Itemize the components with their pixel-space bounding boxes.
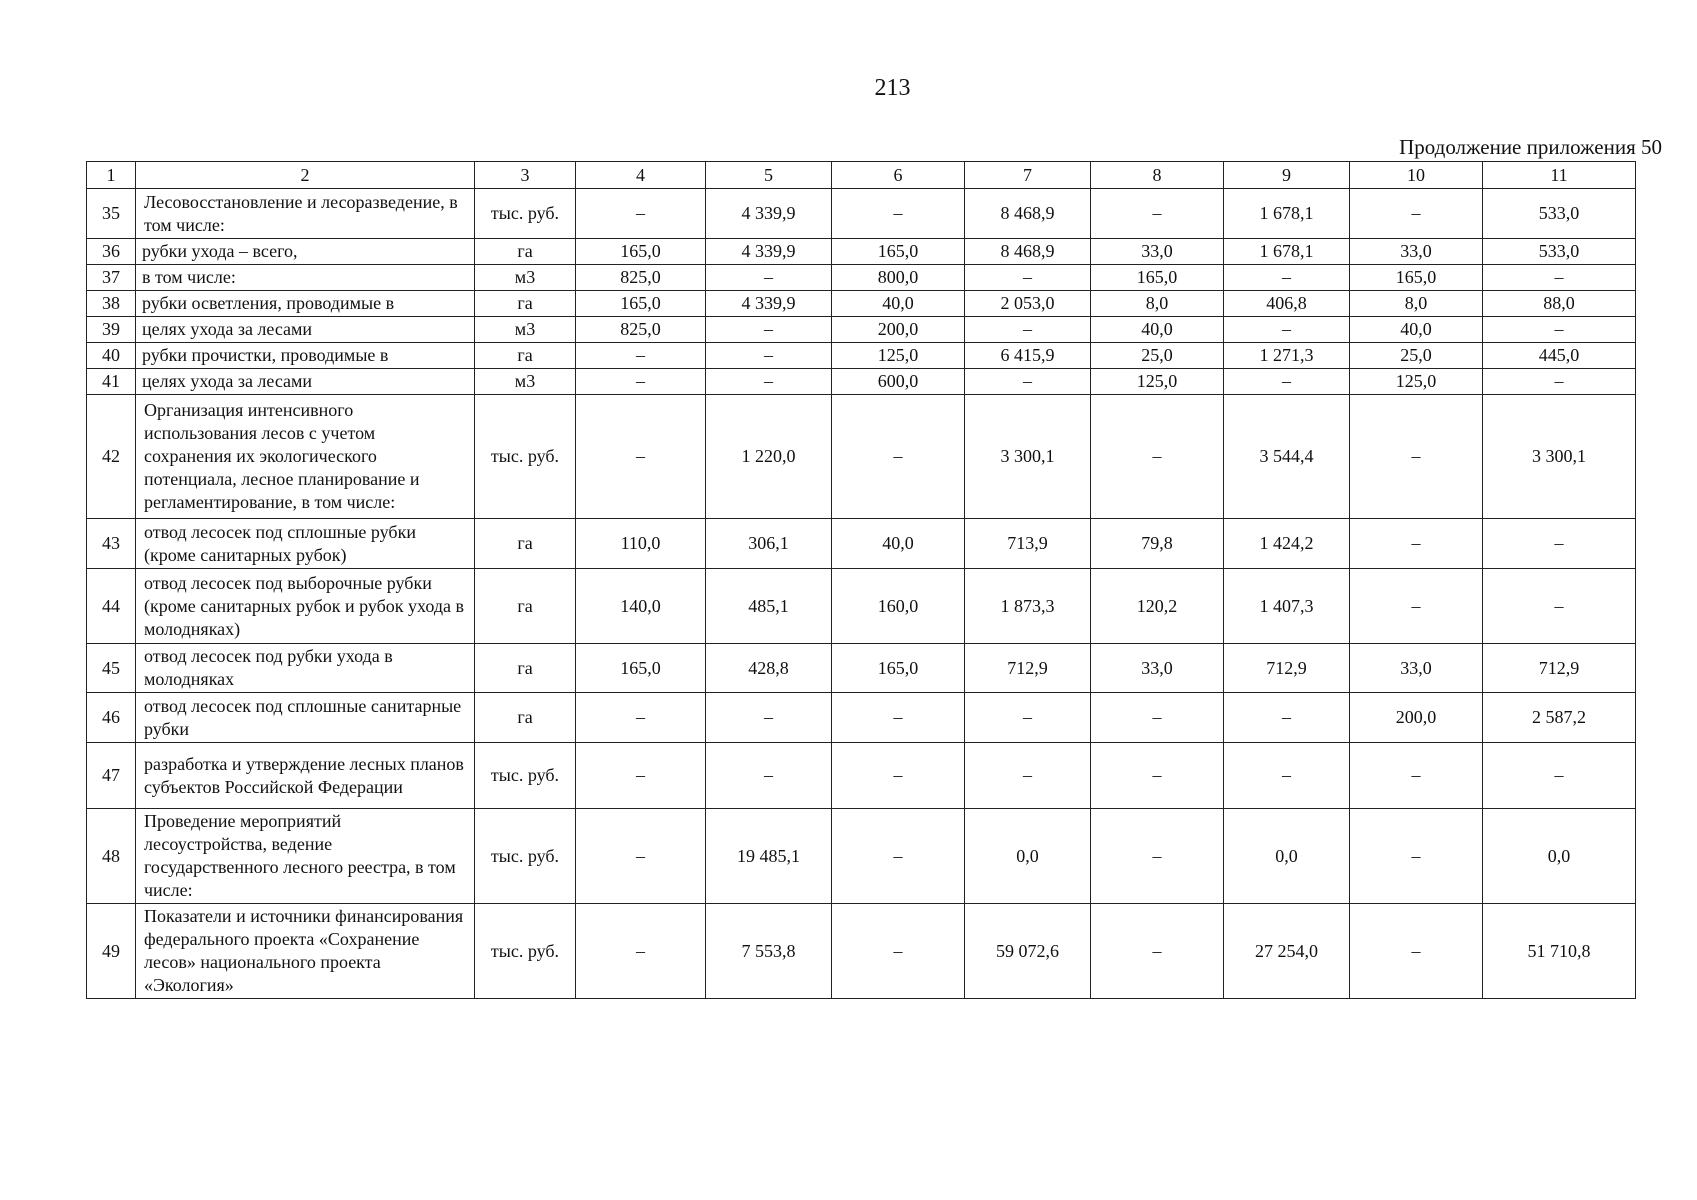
value-col-11: – bbox=[1483, 519, 1636, 569]
row-description: рубки прочистки, проводимые в bbox=[136, 343, 475, 369]
row-unit: га bbox=[475, 569, 576, 644]
value-col-4: – bbox=[576, 809, 706, 904]
value-col-11: 2 587,2 bbox=[1483, 693, 1636, 743]
value-col-11: – bbox=[1483, 265, 1636, 291]
value-col-7: 713,9 bbox=[965, 519, 1091, 569]
table-row bbox=[87, 809, 1636, 904]
row-unit: тыс. руб. bbox=[475, 743, 576, 809]
value-col-4: 165,0 bbox=[576, 239, 706, 265]
value-col-7: 6 415,9 bbox=[965, 343, 1091, 369]
column-header-1: 1 bbox=[87, 162, 136, 189]
value-col-9: 1 678,1 bbox=[1224, 239, 1350, 265]
value-col-5: 19 485,1 bbox=[706, 809, 832, 904]
value-col-6: – bbox=[832, 189, 965, 239]
value-col-6: – bbox=[832, 904, 965, 999]
row-number: 41 bbox=[87, 369, 136, 395]
row-unit: тыс. руб. bbox=[475, 395, 576, 519]
row-number: 42 bbox=[87, 395, 136, 519]
value-col-9: 712,9 bbox=[1224, 644, 1350, 693]
value-col-8: – bbox=[1091, 693, 1224, 743]
column-header-2: 2 bbox=[136, 162, 475, 189]
row-unit: м3 bbox=[475, 369, 576, 395]
column-header-11: 11 bbox=[1483, 162, 1636, 189]
row-description: рубки осветления, проводимые в bbox=[136, 291, 475, 317]
value-col-10: – bbox=[1350, 569, 1483, 644]
value-col-5: 4 339,9 bbox=[706, 291, 832, 317]
row-number: 40 bbox=[87, 343, 136, 369]
column-header-3: 3 bbox=[475, 162, 576, 189]
value-col-8: – bbox=[1091, 904, 1224, 999]
value-col-5: – bbox=[706, 369, 832, 395]
value-col-9: – bbox=[1224, 369, 1350, 395]
value-col-11: 88,0 bbox=[1483, 291, 1636, 317]
table-row bbox=[87, 291, 1636, 317]
row-description: отвод лесосек под выборочные рубки (кроме санитарных рубок и рубок ухода в молодняках) bbox=[136, 569, 475, 644]
row-unit: м3 bbox=[475, 317, 576, 343]
row-description: отвод лесосек под рубки ухода в молодняках bbox=[136, 644, 475, 693]
row-description: отвод лесосек под сплошные рубки (кроме санитарных рубок) bbox=[136, 519, 475, 569]
value-col-5: – bbox=[706, 743, 832, 809]
value-col-4: 165,0 bbox=[576, 644, 706, 693]
value-col-5: 428,8 bbox=[706, 644, 832, 693]
value-col-6: – bbox=[832, 693, 965, 743]
value-col-7: 1 873,3 bbox=[965, 569, 1091, 644]
value-col-6: 800,0 bbox=[832, 265, 965, 291]
row-unit: га bbox=[475, 693, 576, 743]
value-col-8: 25,0 bbox=[1091, 343, 1224, 369]
row-unit: тыс. руб. bbox=[475, 189, 576, 239]
value-col-10: – bbox=[1350, 904, 1483, 999]
row-unit: га bbox=[475, 343, 576, 369]
value-col-5: 485,1 bbox=[706, 569, 832, 644]
value-col-5: – bbox=[706, 317, 832, 343]
value-col-7: – bbox=[965, 369, 1091, 395]
row-description: Показатели и источники финансирования федерального проекта «Сохранение лесов» национального проекта «Экология» bbox=[136, 904, 475, 999]
value-col-9: 3 544,4 bbox=[1224, 395, 1350, 519]
value-col-9: 27 254,0 bbox=[1224, 904, 1350, 999]
value-col-7: 8 468,9 bbox=[965, 189, 1091, 239]
value-col-11: 0,0 bbox=[1483, 809, 1636, 904]
value-col-8: – bbox=[1091, 395, 1224, 519]
value-col-4: – bbox=[576, 743, 706, 809]
column-header-8: 8 bbox=[1091, 162, 1224, 189]
value-col-6: 40,0 bbox=[832, 291, 965, 317]
value-col-10: 25,0 bbox=[1350, 343, 1483, 369]
row-unit: га bbox=[475, 239, 576, 265]
table-row bbox=[87, 519, 1636, 569]
value-col-6: 200,0 bbox=[832, 317, 965, 343]
value-col-6: 160,0 bbox=[832, 569, 965, 644]
value-col-8: 125,0 bbox=[1091, 369, 1224, 395]
value-col-10: 8,0 bbox=[1350, 291, 1483, 317]
value-col-8: – bbox=[1091, 189, 1224, 239]
value-col-9: 406,8 bbox=[1224, 291, 1350, 317]
row-number: 47 bbox=[87, 743, 136, 809]
value-col-7: – bbox=[965, 265, 1091, 291]
value-col-7: – bbox=[965, 317, 1091, 343]
value-col-5: 306,1 bbox=[706, 519, 832, 569]
row-unit: м3 bbox=[475, 265, 576, 291]
value-col-6: 165,0 bbox=[832, 239, 965, 265]
row-description: рубки ухода – всего, bbox=[136, 239, 475, 265]
row-description: в том числе: bbox=[136, 265, 475, 291]
row-number: 37 bbox=[87, 265, 136, 291]
value-col-6: – bbox=[832, 743, 965, 809]
value-col-11: 51 710,8 bbox=[1483, 904, 1636, 999]
value-col-11: 445,0 bbox=[1483, 343, 1636, 369]
value-col-10: 200,0 bbox=[1350, 693, 1483, 743]
value-col-6: 600,0 bbox=[832, 369, 965, 395]
table-row bbox=[87, 343, 1636, 369]
value-col-11: 533,0 bbox=[1483, 239, 1636, 265]
value-col-11: – bbox=[1483, 317, 1636, 343]
value-col-5: 4 339,9 bbox=[706, 189, 832, 239]
value-col-9: – bbox=[1224, 693, 1350, 743]
value-col-6: 165,0 bbox=[832, 644, 965, 693]
value-col-8: 79,8 bbox=[1091, 519, 1224, 569]
value-col-6: – bbox=[832, 809, 965, 904]
value-col-8: 120,2 bbox=[1091, 569, 1224, 644]
continuation-label: Продолжение приложения 50 bbox=[1399, 135, 1662, 159]
column-header-5: 5 bbox=[706, 162, 832, 189]
value-col-4: 140,0 bbox=[576, 569, 706, 644]
column-header-10: 10 bbox=[1350, 162, 1483, 189]
row-number: 35 bbox=[87, 189, 136, 239]
value-col-9: 0,0 bbox=[1224, 809, 1350, 904]
value-col-11: 712,9 bbox=[1483, 644, 1636, 693]
value-col-7: 0,0 bbox=[965, 809, 1091, 904]
value-col-10: 165,0 bbox=[1350, 265, 1483, 291]
value-col-7: – bbox=[965, 743, 1091, 809]
value-col-5: – bbox=[706, 693, 832, 743]
value-col-4: 825,0 bbox=[576, 317, 706, 343]
value-col-7: – bbox=[965, 693, 1091, 743]
row-number: 43 bbox=[87, 519, 136, 569]
row-number: 36 bbox=[87, 239, 136, 265]
value-col-10: 33,0 bbox=[1350, 644, 1483, 693]
value-col-4: – bbox=[576, 904, 706, 999]
value-col-11: 533,0 bbox=[1483, 189, 1636, 239]
table-body bbox=[87, 162, 1636, 999]
row-unit: тыс. руб. bbox=[475, 904, 576, 999]
value-col-8: – bbox=[1091, 809, 1224, 904]
row-description: целях ухода за лесами bbox=[136, 317, 475, 343]
column-header-9: 9 bbox=[1224, 162, 1350, 189]
value-col-8: – bbox=[1091, 743, 1224, 809]
row-description: Организация интенсивного использования лесов с учетом сохранения их экологического потенциала, лесное планирование и регламентирование, в том числе: bbox=[136, 395, 475, 519]
table-row bbox=[87, 904, 1636, 999]
table-row bbox=[87, 265, 1636, 291]
value-col-7: 59 072,6 bbox=[965, 904, 1091, 999]
value-col-8: 33,0 bbox=[1091, 644, 1224, 693]
value-col-5: – bbox=[706, 265, 832, 291]
value-col-11: – bbox=[1483, 743, 1636, 809]
table-row bbox=[87, 693, 1636, 743]
value-col-11: 3 300,1 bbox=[1483, 395, 1636, 519]
table-row bbox=[87, 743, 1636, 809]
value-col-6: 125,0 bbox=[832, 343, 965, 369]
value-col-5: – bbox=[706, 343, 832, 369]
value-col-4: – bbox=[576, 369, 706, 395]
value-col-7: 2 053,0 bbox=[965, 291, 1091, 317]
value-col-4: 825,0 bbox=[576, 265, 706, 291]
row-description: отвод лесосек под сплошные санитарные рубки bbox=[136, 693, 475, 743]
value-col-10: – bbox=[1350, 519, 1483, 569]
value-col-9: 1 424,2 bbox=[1224, 519, 1350, 569]
row-unit: тыс. руб. bbox=[475, 809, 576, 904]
value-col-4: – bbox=[576, 343, 706, 369]
value-col-5: 7 553,8 bbox=[706, 904, 832, 999]
value-col-8: 33,0 bbox=[1091, 239, 1224, 265]
row-number: 48 bbox=[87, 809, 136, 904]
column-header-4: 4 bbox=[576, 162, 706, 189]
table-row bbox=[87, 239, 1636, 265]
table-row bbox=[87, 395, 1636, 519]
row-unit: га bbox=[475, 519, 576, 569]
row-unit: га bbox=[475, 291, 576, 317]
row-description: Лесовосстановление и лесоразведение, в том числе: bbox=[136, 189, 475, 239]
table-row bbox=[87, 644, 1636, 693]
value-col-9: – bbox=[1224, 265, 1350, 291]
row-number: 46 bbox=[87, 693, 136, 743]
value-col-11: – bbox=[1483, 569, 1636, 644]
data-table bbox=[86, 161, 1636, 999]
row-number: 38 bbox=[87, 291, 136, 317]
row-description: целях ухода за лесами bbox=[136, 369, 475, 395]
value-col-4: – bbox=[576, 189, 706, 239]
table-row bbox=[87, 369, 1636, 395]
value-col-9: 1 407,3 bbox=[1224, 569, 1350, 644]
value-col-7: 8 468,9 bbox=[965, 239, 1091, 265]
row-description: Проведение мероприятий лесоустройства, ведение государственного лесного реестра, в том числе: bbox=[136, 809, 475, 904]
value-col-8: 8,0 bbox=[1091, 291, 1224, 317]
value-col-5: 1 220,0 bbox=[706, 395, 832, 519]
value-col-10: – bbox=[1350, 189, 1483, 239]
value-col-8: 40,0 bbox=[1091, 317, 1224, 343]
value-col-7: 3 300,1 bbox=[965, 395, 1091, 519]
column-header-6: 6 bbox=[832, 162, 965, 189]
value-col-6: 40,0 bbox=[832, 519, 965, 569]
header-row bbox=[87, 162, 1636, 189]
value-col-4: – bbox=[576, 693, 706, 743]
value-col-4: 110,0 bbox=[576, 519, 706, 569]
value-col-8: 165,0 bbox=[1091, 265, 1224, 291]
value-col-6: – bbox=[832, 395, 965, 519]
value-col-4: – bbox=[576, 395, 706, 519]
value-col-10: 40,0 bbox=[1350, 317, 1483, 343]
row-number: 45 bbox=[87, 644, 136, 693]
table-row bbox=[87, 317, 1636, 343]
page-number: 213 bbox=[874, 75, 911, 101]
value-col-10: 125,0 bbox=[1350, 369, 1483, 395]
value-col-9: – bbox=[1224, 317, 1350, 343]
row-number: 39 bbox=[87, 317, 136, 343]
value-col-9: – bbox=[1224, 743, 1350, 809]
value-col-11: – bbox=[1483, 369, 1636, 395]
value-col-9: 1 271,3 bbox=[1224, 343, 1350, 369]
value-col-7: 712,9 bbox=[965, 644, 1091, 693]
table-row bbox=[87, 569, 1636, 644]
table-row bbox=[87, 189, 1636, 239]
value-col-9: 1 678,1 bbox=[1224, 189, 1350, 239]
row-number: 49 bbox=[87, 904, 136, 999]
column-header-7: 7 bbox=[965, 162, 1091, 189]
value-col-5: 4 339,9 bbox=[706, 239, 832, 265]
row-unit: га bbox=[475, 644, 576, 693]
row-number: 44 bbox=[87, 569, 136, 644]
value-col-4: 165,0 bbox=[576, 291, 706, 317]
row-description: разработка и утверждение лесных планов субъектов Российской Федерации bbox=[136, 743, 475, 809]
value-col-10: 33,0 bbox=[1350, 239, 1483, 265]
value-col-10: – bbox=[1350, 395, 1483, 519]
value-col-10: – bbox=[1350, 809, 1483, 904]
value-col-10: – bbox=[1350, 743, 1483, 809]
